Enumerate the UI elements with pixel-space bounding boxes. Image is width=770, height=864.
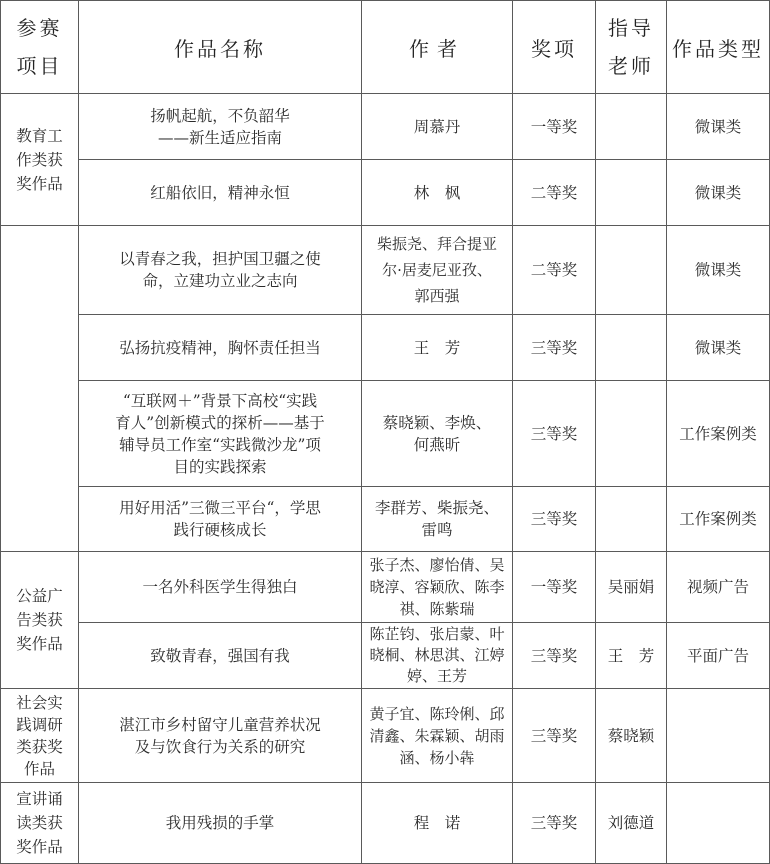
cell-author: 周慕丹 — [413, 117, 461, 136]
cell-author: 黄子宜、陈玲俐、邱 清鑫、朱霖颖、胡雨 涵、杨小犇 — [369, 704, 505, 767]
cell-advisor — [596, 381, 666, 486]
cell-type: 微课类 — [694, 261, 742, 279]
cell-title: “互联网＋”背景下高校“实践 育人”创新模式的探析——基于 辅导员工作室“实践微沙龙”项 目的实践探索 — [115, 391, 325, 476]
cell-advisor: 蔡晓颖 — [607, 726, 655, 745]
cell-author: 李群芳、柴振尧、 雷鸣 — [374, 499, 499, 539]
cell-author: 陈芷钧、张启蒙、叶 晓桐、林思淇、江婷 婷、王芳 — [369, 625, 505, 685]
cell-award: 二等奖 — [530, 261, 578, 279]
cell-advisor — [596, 94, 666, 159]
group-label — [1, 226, 78, 551]
cell-type — [667, 689, 769, 782]
cell-author: 程 诺 — [413, 814, 461, 832]
cell-type: 视频广告 — [686, 578, 749, 596]
cell-advisor — [596, 160, 666, 225]
cell-type — [667, 783, 769, 863]
cell-award: 三等奖 — [530, 424, 578, 443]
cell-type: 平面广告 — [686, 646, 749, 665]
cell-award: 三等奖 — [530, 338, 578, 357]
cell-advisor: 王 芳 — [607, 646, 655, 665]
cell-type: 微课类 — [694, 183, 742, 202]
cell-award: 三等奖 — [530, 814, 578, 832]
header-author: 作者 — [409, 36, 465, 61]
cell-title: 一名外科医学生得独白 — [142, 578, 298, 596]
cell-type: 工作案例类 — [679, 424, 757, 443]
header-type: 作品类型 — [672, 36, 764, 61]
cell-title: 红船依旧，精神永恒 — [150, 183, 290, 202]
cell-author: 柴振尧、拜合提亚 尔·居麦尼亚孜、 郭西强 — [376, 235, 497, 305]
cell-advisor — [596, 315, 666, 380]
cell-advisor: 吴丽娟 — [607, 578, 655, 596]
group-label: 社会实 践调研 类获奖 作品 — [16, 693, 63, 778]
cell-advisor — [596, 487, 666, 551]
cell-type: 微课类 — [694, 338, 742, 357]
cell-title: 以青春之我，担护国卫疆之使 命，立建功立业之志向 — [119, 250, 321, 290]
header-award: 奖项 — [531, 36, 577, 61]
header-title: 作品名称 — [174, 36, 266, 61]
cell-award: 一等奖 — [530, 117, 578, 136]
cell-advisor: 刘德道 — [607, 814, 655, 832]
cell-title: 我用残损的手掌 — [165, 814, 275, 832]
cell-title: 用好用活”三微三平台“，学思 践行硬核成长 — [119, 499, 321, 539]
cell-advisor — [596, 226, 666, 314]
header-advisor: 指导 老师 — [608, 16, 654, 78]
cell-award: 一等奖 — [530, 578, 578, 596]
group-label: 公益广 告类获 奖作品 — [16, 587, 63, 653]
cell-award: 三等奖 — [530, 510, 578, 528]
cell-award: 二等奖 — [530, 183, 578, 202]
cell-title: 致敬青春，强国有我 — [150, 646, 290, 665]
group-label: 教育工 作类获 奖作品 — [16, 126, 63, 193]
cell-title: 湛江市乡村留守儿童营养状况 及与饮食行为关系的研究 — [119, 715, 321, 756]
cell-title: 弘扬抗疫精神，胸怀责任担当 — [119, 338, 321, 357]
cell-type: 工作案例类 — [679, 510, 757, 528]
cell-author: 张子杰、廖怡倩、吴 晓淳、容颖欣、陈李 祺、陈紫瑞 — [369, 556, 505, 618]
cell-title: 扬帆起航，不负韶华 ——新生适应指南 — [150, 106, 290, 147]
cell-award: 三等奖 — [530, 726, 578, 745]
cell-type: 微课类 — [694, 117, 742, 136]
header-category: 参赛 项目 — [16, 16, 63, 78]
cell-author: 林 枫 — [413, 183, 461, 202]
cell-author: 蔡晓颖、李焕、 何燕昕 — [382, 413, 492, 454]
cell-author: 王 芳 — [413, 338, 461, 357]
group-label: 宣讲诵 读类获 奖作品 — [16, 790, 63, 856]
cell-award: 三等奖 — [530, 646, 578, 665]
